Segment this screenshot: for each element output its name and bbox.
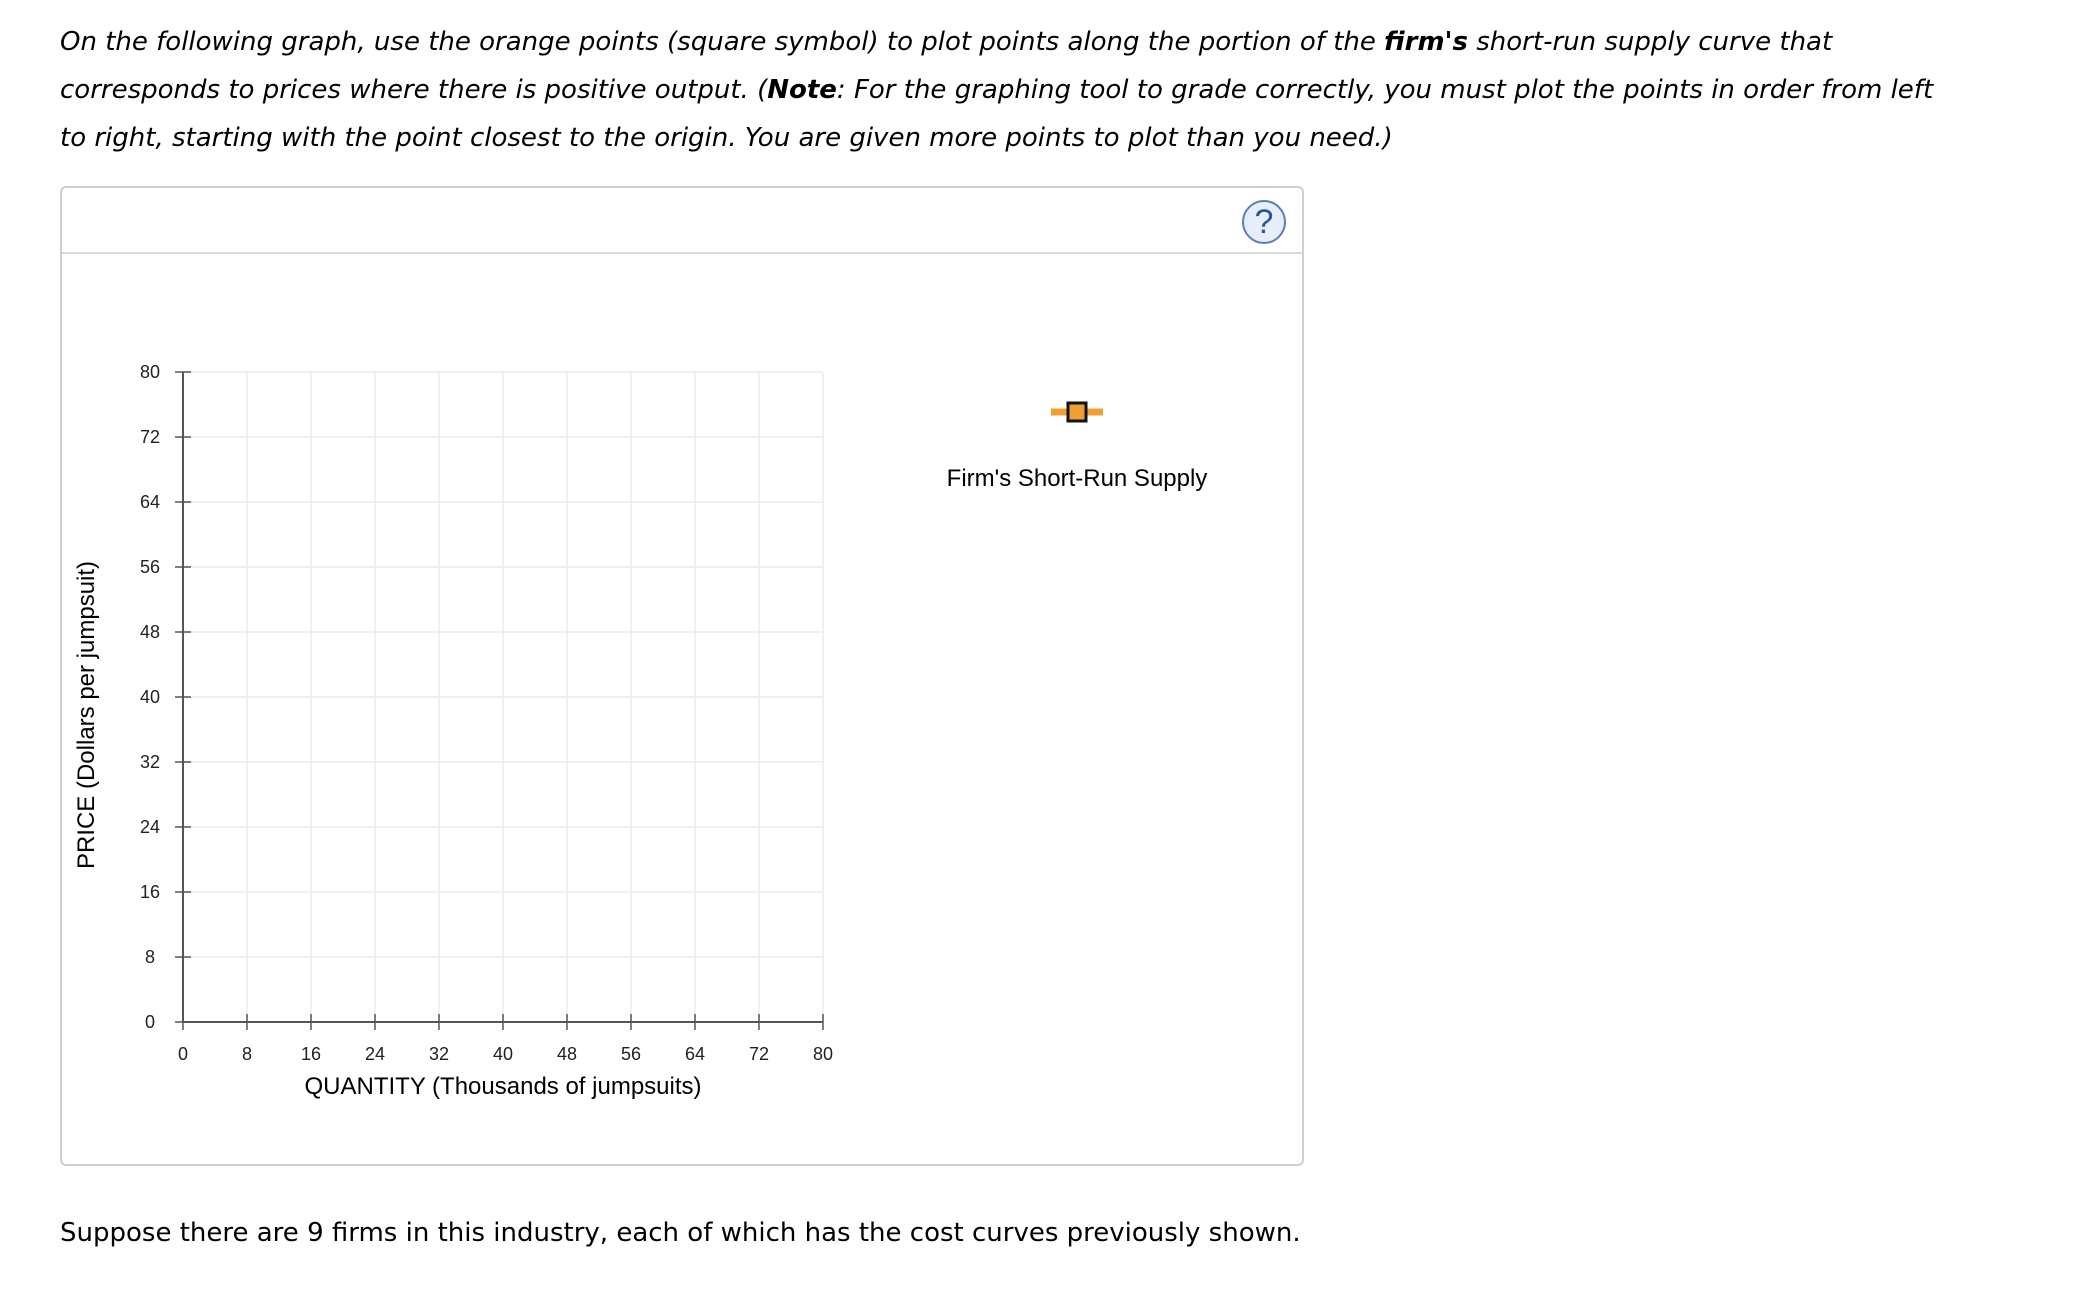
x-tick-label: 72	[748, 1044, 770, 1064]
x-tick-label: 24	[364, 1044, 386, 1064]
instructions-text	[60, 18, 1960, 162]
y-tick-label: 72	[139, 427, 161, 447]
x-tick-label: 40	[492, 1044, 514, 1064]
y-tick-label: 8	[144, 947, 156, 967]
y-tick-label: 80	[139, 362, 161, 382]
footer-text: Suppose there are 9 firms in this industry, each of which has the cost curves previously shown.	[60, 1218, 1301, 1248]
y-tick-label: 24	[139, 817, 161, 837]
instructions-part-2: short-run supply curve that corresponds to prices where there is positive output. (	[60, 27, 1833, 105]
x-tick-label: 48	[556, 1044, 578, 1064]
graph-panel	[60, 186, 1304, 1166]
y-tick-label: 16	[139, 882, 161, 902]
x-tick-label: 56	[620, 1044, 642, 1064]
x-tick-label: 64	[684, 1044, 706, 1064]
y-tick-label: 64	[139, 492, 161, 512]
x-tick-label: 8	[241, 1044, 253, 1064]
legend-label: Firm's Short-Run Supply	[946, 465, 1208, 492]
axes	[175, 372, 823, 1030]
x-tick-label: 16	[300, 1044, 322, 1064]
y-tick-label: 32	[139, 752, 161, 772]
grid-lines	[183, 372, 823, 1022]
instructions-part-1: On the following graph, use the orange points (square symbol) to plot points along the portion of the	[60, 27, 1385, 57]
orange-square-point-tool[interactable]	[1051, 403, 1103, 421]
instructions-bold-firms: firm's	[1384, 27, 1468, 57]
supply-graph[interactable]	[62, 188, 1302, 1164]
y-tick-label: 40	[139, 687, 161, 707]
tick-labels	[140, 362, 833, 1064]
instructions-bold-note: Note	[767, 75, 837, 105]
help-icon[interactable]: ?	[1242, 200, 1286, 244]
y-tick-label: 56	[139, 557, 161, 577]
y-tick-label: 0	[144, 1012, 156, 1032]
orange-square-point-icon[interactable]	[1068, 403, 1086, 421]
y-axis-title: PRICE (Dollars per jumpsuit)	[73, 560, 100, 870]
instructions-part-3: : For the graphing tool to grade correctly, you must plot the points in order from left to right, starting with the point closest to the origin. You are given more points to plot than you need.)	[60, 75, 1934, 153]
x-tick-label: 80	[812, 1044, 834, 1064]
x-tick-label: 0	[177, 1044, 189, 1064]
x-axis-title: QUANTITY (Thousands of jumpsuits)	[304, 1073, 702, 1100]
y-tick-label: 48	[139, 622, 161, 642]
x-tick-label: 32	[428, 1044, 450, 1064]
